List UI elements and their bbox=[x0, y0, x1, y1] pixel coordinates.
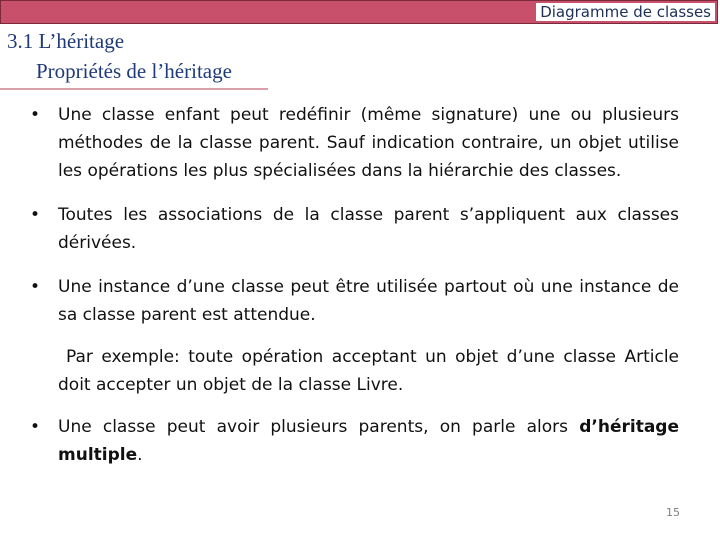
header-divider bbox=[0, 88, 268, 90]
header-banner bbox=[0, 0, 718, 24]
bullet-text-3: Une instance d’une classe peut être utilisée partout où une instance de sa classe parent est attendue. bbox=[58, 277, 679, 325]
banner-label: Diagramme de classes bbox=[536, 3, 715, 21]
example-text: Par exemple: toute opération acceptant un objet d’une classe Article doit accepter un objet de la classe Livre. bbox=[58, 347, 679, 395]
bullet-item-2 bbox=[30, 201, 679, 257]
slide-content bbox=[30, 101, 679, 469]
bullet-item-4 bbox=[30, 413, 679, 469]
bullet-item-3 bbox=[30, 273, 679, 329]
slide-subtitle: Propriétés de l’héritage bbox=[36, 59, 232, 83]
bullet-item-1 bbox=[30, 101, 679, 185]
bullet-text-1: Une classe enfant peut redéfinir (même signature) une ou plusieurs méthodes de la classe parent. Sauf indication contraire, un objet utilise les opérations les plus spécialisées dans la hiérarchie des classes. bbox=[58, 105, 679, 181]
page-number: 15 bbox=[666, 506, 680, 519]
bullet-marker: • bbox=[30, 417, 41, 437]
bullet-text-4 bbox=[58, 417, 679, 465]
bullet-marker: • bbox=[30, 205, 41, 225]
bullet-text-4-part-2: . bbox=[137, 445, 143, 465]
bullet-marker: • bbox=[30, 277, 41, 297]
bullet-text-2: Toutes les associations de la classe parent s’appliquent aux classes dérivées. bbox=[58, 205, 679, 253]
slide-title: 3.1 L’héritage bbox=[7, 29, 125, 53]
bullet-marker: • bbox=[30, 105, 41, 125]
bold-term-multiple-inheritance: d’héritage multiple bbox=[58, 417, 679, 465]
bullet-text-4-part-1: Une classe peut avoir plusieurs parents, on parle alors bbox=[58, 417, 580, 437]
